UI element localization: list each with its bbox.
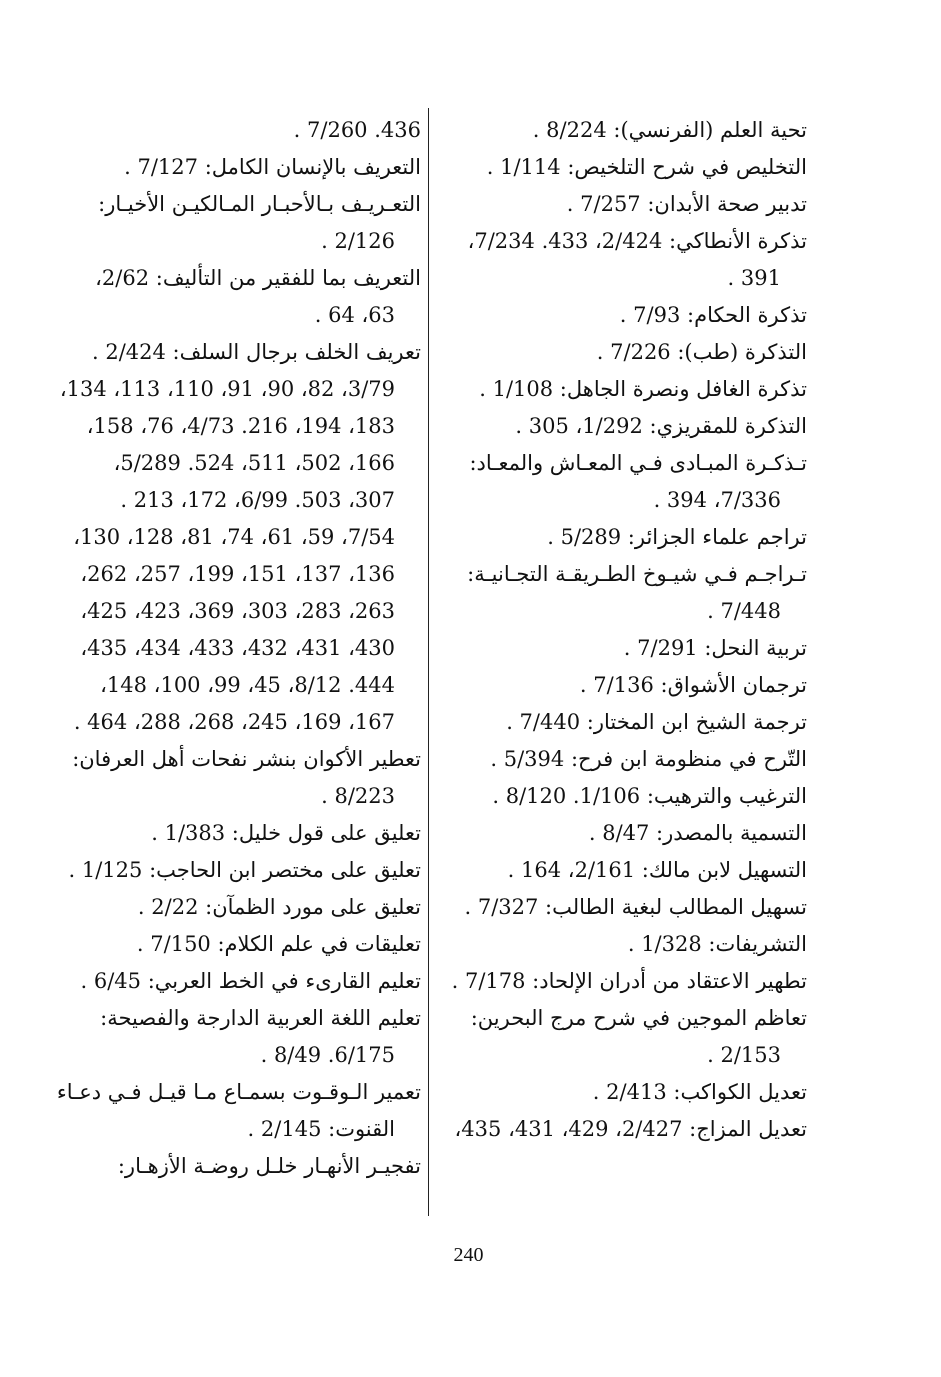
- entry-line: تعديل الكواكب: 2/413 .: [592, 1080, 807, 1104]
- entry-line: تعمير الـوقـوت بسمـاع مـا قيـل فـي دعـاء: [56, 1080, 421, 1104]
- entry-line: تـراجـم فـي شيـوخ الطـريقـة التجـانيـة:: [467, 562, 807, 586]
- entry-continuation-line: 8/223 .: [321, 784, 395, 808]
- entry-continuation-line: 430، 431، 432، 433، 434، 435،: [80, 636, 395, 660]
- entry-line: تعليم القارىء في الخط العربي: 6/45 .: [80, 969, 421, 993]
- entry-continuation-line: القنوت: 2/145 .: [247, 1117, 395, 1141]
- index-entry: [432, 889, 807, 926]
- entry-line: التخليص في شرح التلخيص: 1/114 .: [486, 155, 807, 179]
- page-number: 240: [453, 1244, 484, 1266]
- index-column-right: [432, 112, 807, 1148]
- index-entry: [432, 445, 807, 519]
- index-entry: [432, 519, 807, 556]
- index-entry: [432, 926, 807, 963]
- index-entry: [46, 260, 421, 334]
- entry-continuation-line: 166، 502، 511، 524. 5/289،: [113, 451, 395, 475]
- entry-line: الترغيب والترهيب: 1/106. 8/120 .: [492, 784, 807, 808]
- entry-line: التعـريـف بـالأحبـار المـالكيـن الأخيـار:: [98, 192, 421, 216]
- index-entry: [432, 223, 807, 297]
- entry-line: ترجمة الشيخ ابن المختار: 7/440 .: [506, 710, 807, 734]
- entry-line: تعليق على قول خليل: 1/383 .: [151, 821, 421, 845]
- entry-continuation-line: 7/54، 59، 61، 74، 81، 128، 130،: [73, 525, 395, 549]
- entry-line: التشريفات: 1/328 .: [627, 932, 807, 956]
- entry-line: تدبير صحة الأبدان: 7/257 .: [566, 192, 807, 216]
- entry-line: تسهيل المطالب لبغية الطالب: 7/327 .: [464, 895, 807, 919]
- index-entry: [432, 112, 807, 149]
- entry-continuation-line: 167، 169، 245، 268، 288، 464 .: [73, 710, 395, 734]
- index-entry: [46, 334, 421, 741]
- index-entry: [432, 297, 807, 334]
- entry-line: تعديل المزاج: 2/427، 429، 431، 435،: [454, 1117, 807, 1141]
- entry-line: التّرح في منظومة ابن فرح: 5/394 .: [490, 747, 807, 771]
- entry-line: التسهيل لابن مالك: 2/161، 164 .: [507, 858, 807, 882]
- index-entry: [432, 852, 807, 889]
- entry-line: تطهير الاعتقاد من أدران الإلحاد: 7/178 .: [451, 969, 807, 993]
- column-divider: [428, 108, 429, 1216]
- index-entry: [46, 1074, 421, 1148]
- index-entry: [46, 815, 421, 852]
- entry-continuation-line: 3/79، 82، 90، 91، 110، 113، 134،: [59, 377, 395, 401]
- index-entry: [46, 1000, 421, 1074]
- entry-continuation-line: 391 .: [727, 266, 781, 290]
- entry-line: 436. 7/260 .: [293, 118, 421, 142]
- entry-continuation-line: 7/448 .: [707, 599, 781, 623]
- entry-line: تربية النحل: 7/291 .: [623, 636, 807, 660]
- index-entry: [46, 149, 421, 186]
- entry-line: تذكرة الحكام: 7/93 .: [619, 303, 807, 327]
- entry-continuation-line: 136، 137، 151، 199، 257، 262،: [80, 562, 395, 586]
- entry-line: تذكرة الغافل ونصرة الجاهل: 1/108 .: [479, 377, 807, 401]
- index-entry: [432, 815, 807, 852]
- index-entry: [432, 334, 807, 371]
- entry-line: تعليقات في علم الكلام: 7/150 .: [136, 932, 421, 956]
- entry-continuation-line: 444. 8/12، 45، 99، 100، 148،: [100, 673, 395, 697]
- index-entry: [432, 149, 807, 186]
- index-entry: [432, 408, 807, 445]
- index-entry: [432, 704, 807, 741]
- index-entry: [46, 1148, 421, 1185]
- entry-continuation-line: 2/126 .: [321, 229, 395, 253]
- entry-line: ترجمان الأشواق: 7/136 .: [579, 673, 807, 697]
- index-entry: [432, 556, 807, 630]
- entry-line: التسمية بالمصدر: 8/47 .: [588, 821, 807, 845]
- index-entry: [432, 741, 807, 778]
- entry-line: تعليق على مختصر ابن الحاجب: 1/125 .: [68, 858, 421, 882]
- entry-line: تحية العلم (الفرنسي): 8/224 .: [532, 118, 807, 142]
- entry-continuation-line: 63، 64 .: [314, 303, 395, 327]
- entry-continuation-line: 263، 283، 303، 369، 423، 425،: [80, 599, 395, 623]
- index-entry: [432, 778, 807, 815]
- entry-line: تراجم علماء الجزائر: 5/289 .: [547, 525, 807, 549]
- index-entry: [432, 667, 807, 704]
- entry-line: التذكرة للمقريزي: 1/292، 305 .: [515, 414, 807, 438]
- entry-continuation-line: 307، 503. 6/99، 172، 213 .: [120, 488, 395, 512]
- index-entry: [46, 741, 421, 815]
- index-entry: [46, 963, 421, 1000]
- entry-continuation-line: 183، 194، 216. 4/73، 76، 158،: [86, 414, 395, 438]
- index-entry: [432, 1074, 807, 1111]
- entry-line: تفجيـر الأنهـار خلـل روضـة الأزهـار:: [117, 1154, 421, 1178]
- index-entry: [46, 852, 421, 889]
- entry-continuation-line: 6/175. 8/49 .: [260, 1043, 395, 1067]
- index-entry: [432, 963, 807, 1000]
- entry-continuation-line: 2/153 .: [707, 1043, 781, 1067]
- entry-line: تـذكـرة المبـادى فـي المعـاش والمعـاد:: [469, 451, 807, 475]
- index-entry: [432, 371, 807, 408]
- entry-line: تعليم اللغة العربية الدارجة والفصيحة:: [100, 1006, 421, 1030]
- entry-line: تعاظم الموجين في شرح مرج البحرين:: [470, 1006, 807, 1030]
- index-column-left: [46, 112, 421, 1185]
- index-entry: [432, 1111, 807, 1148]
- index-entry: [46, 112, 421, 149]
- index-entry: [46, 926, 421, 963]
- entry-line: التعريف بما للفقير من التأليف: 2/62،: [95, 266, 421, 290]
- entry-continuation-line: 7/336، 394 .: [653, 488, 781, 512]
- index-entry: [432, 1000, 807, 1074]
- entry-line: التعريف بالإنسان الكامل: 7/127 .: [124, 155, 421, 179]
- index-entry: [46, 186, 421, 260]
- entry-line: تعطير الأكوان بنشر نفحات أهل العرفان:: [72, 747, 421, 771]
- index-entry: [432, 630, 807, 667]
- index-entry: [46, 889, 421, 926]
- entry-line: تعليق على مورد الظمآن: 2/22 .: [137, 895, 421, 919]
- entry-line: تعريف الخلف برجال السلف: 2/424 .: [91, 340, 421, 364]
- entry-line: تذكرة الأنطاكي: 2/424، 433. 7/234،: [467, 229, 807, 253]
- index-entry: [432, 186, 807, 223]
- entry-line: التذكرة (طب): 7/226 .: [596, 340, 807, 364]
